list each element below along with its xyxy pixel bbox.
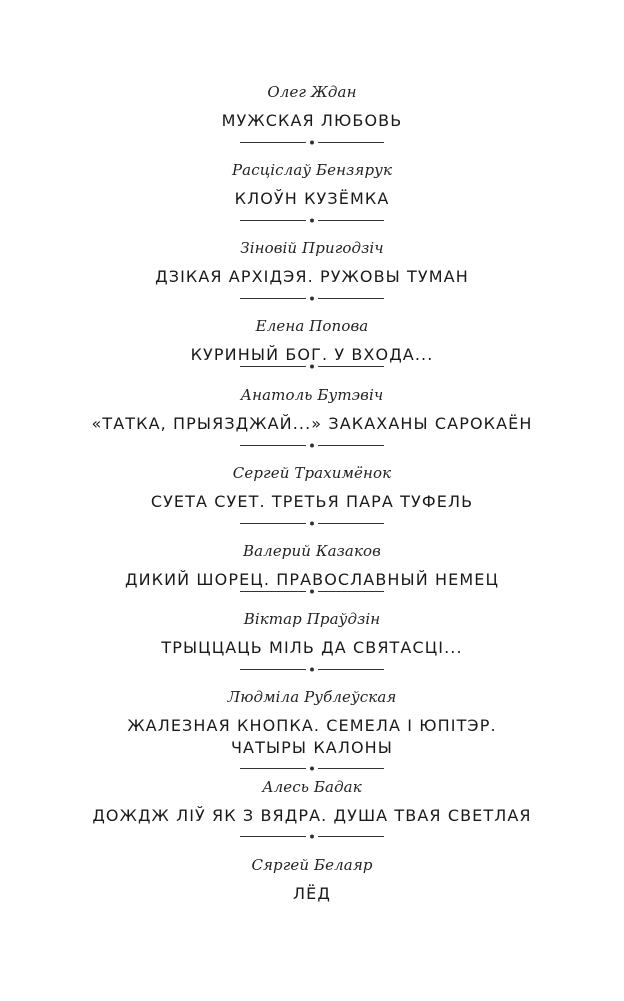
toc-entry (0, 610, 624, 659)
entry-title-line: ДОЖДЖ ЛІЎ ЯК З ВЯДРА. ДУША ТВАЯ СВЕТЛАЯ (92, 806, 532, 825)
toc-entry (0, 542, 624, 591)
ornament-divider (240, 363, 384, 370)
toc-entry (0, 161, 624, 210)
ornament-divider (240, 295, 384, 302)
entry-author: Сяргей Белаяр (251, 856, 373, 874)
toc-entry (0, 386, 624, 435)
entry-title-line: КЛОЎН КУЗЁМКА (234, 189, 390, 208)
entry-author: Зіновій Пригодзіч (240, 239, 384, 257)
entry-author: Людміла Рублеўская (227, 688, 397, 706)
entry-title (0, 266, 624, 288)
entry-title (0, 188, 624, 210)
ornament-divider (240, 139, 384, 146)
toc-entry (0, 83, 624, 132)
toc-entry (0, 856, 624, 905)
entry-title (0, 110, 624, 132)
ornament-divider (240, 588, 384, 595)
ornament-divider (240, 765, 384, 772)
ornament-divider (240, 833, 384, 840)
entry-author: Олег Ждан (267, 83, 357, 101)
ornament-divider (240, 442, 384, 449)
entry-title-line: ДИКИЙ ШОРЕЦ. ПРАВОСЛАВНЫЙ НЕМЕЦ (124, 570, 499, 589)
toc-entry (0, 317, 624, 366)
entry-title (0, 805, 624, 827)
ornament-divider (240, 520, 384, 527)
entry-title-line: КУРИНЫЙ БОГ. У ВХОДА... (190, 345, 434, 364)
toc-entry (0, 464, 624, 513)
entry-author: Віктар Праўдзін (243, 610, 381, 628)
entry-title (0, 715, 624, 759)
entry-title-line: СУЕТА СУЕТ. ТРЕТЬЯ ПАРА ТУФЕЛЬ (150, 492, 474, 511)
entry-title-line: МУЖСКАЯ ЛЮБОВЬ (221, 111, 403, 130)
entry-title (0, 491, 624, 513)
toc-entry (0, 239, 624, 288)
entry-author: Расціслаў Бензярук (231, 161, 393, 179)
entry-title-line: ЧАТЫРЫ КАЛОНЫ (230, 738, 394, 757)
entry-author: Елена Попова (255, 317, 369, 335)
entry-title-line: «ТАТКА, ПРЫЯЗДЖАЙ...» ЗАКАХАНЫ САРОКАЁН (91, 414, 533, 433)
entry-title-line: ЛЁД (293, 884, 331, 903)
ornament-divider (240, 217, 384, 224)
entry-title (0, 413, 624, 435)
entry-title-line: ТРЫЦЦАЦЬ МІЛЬ ДА СВЯТАСЦІ... (161, 638, 463, 657)
entry-title-line: ДЗІКАЯ АРХІДЭЯ. РУЖОВЫ ТУМАН (155, 267, 469, 286)
entry-author: Алесь Бадак (262, 778, 362, 796)
ornament-divider (240, 666, 384, 673)
entry-title (0, 883, 624, 905)
toc-entry (0, 778, 624, 827)
entry-title-line: ЖАЛЕЗНАЯ КНОПКА. СЕМЕЛА І ЮПІТЭР. (127, 716, 497, 735)
entry-author: Сергей Трахимёнок (232, 464, 392, 482)
toc-entry (0, 688, 624, 759)
entry-author: Валерий Казаков (243, 542, 381, 560)
entry-title (0, 637, 624, 659)
entry-author: Анатоль Бутэвіч (240, 386, 384, 404)
